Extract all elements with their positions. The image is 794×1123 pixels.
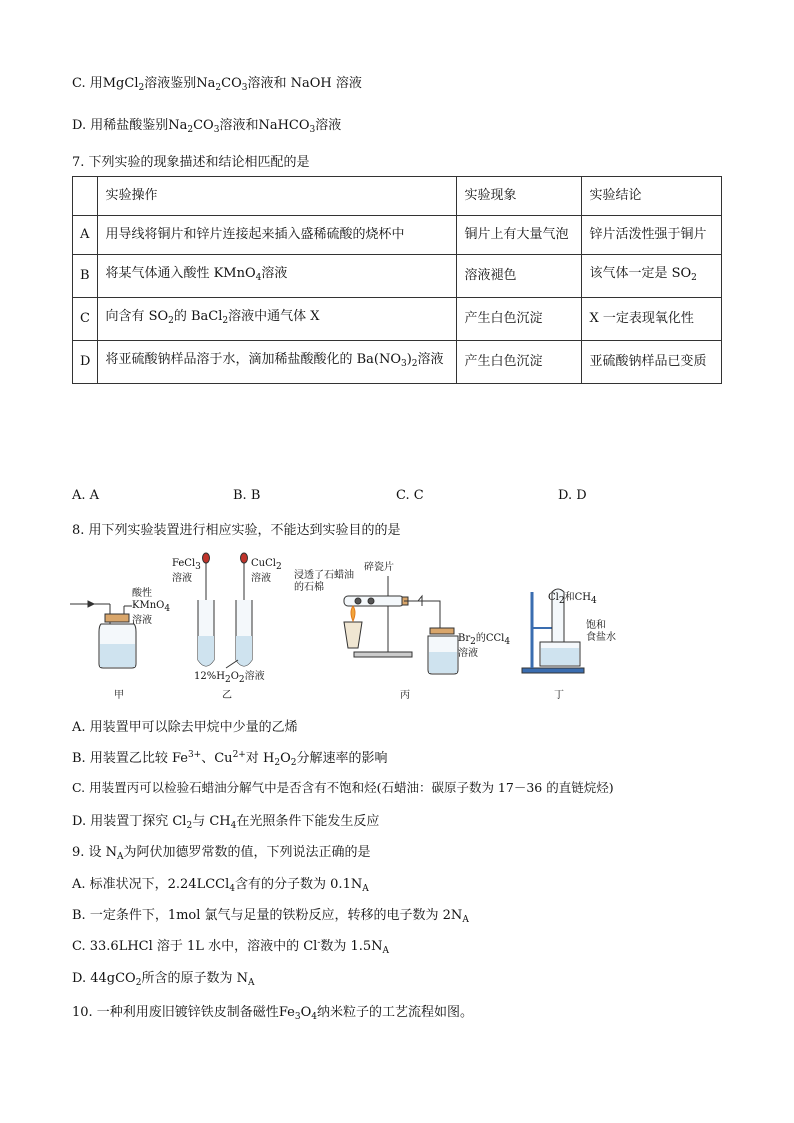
q7-option-d: D. D — [558, 488, 587, 503]
row-operation: 将某气体通入酸性 KMnO$_4$溶液 — [98, 255, 457, 298]
row-label: D — [73, 341, 98, 384]
table-header: 实验现象 — [457, 177, 582, 216]
jia-label: 甲 — [114, 690, 124, 701]
q8-option-d: D. 用装置丁探究 $Cl_2$与 $CH_4$在光照条件下能发生反应 — [72, 814, 380, 831]
q8-option-c: C. 用装置丙可以检验石蜡油分解气中是否含有不饱和烃(石蜡油：碳原子数为 17－36 的直链烷烃) — [72, 780, 614, 795]
cizi-label: 碎瓷片 — [364, 562, 394, 573]
apparatus-bing — [344, 576, 458, 674]
q9-option-c: C. 33.6LHCl 溶于 1L 水中，溶液中的 Cl-数为 $1.5N_A$ — [72, 938, 390, 956]
row-operation: 用导线将铜片和锌片连接起来插入盛稀硫酸的烧杯中 — [98, 216, 457, 255]
q9-option-b: B. 一定条件下，1mol 氯气与足量的铁粉反应，转移的电子数为 $2N_A$ — [72, 908, 469, 925]
q7-option-c: C. C — [396, 488, 424, 503]
q9-option-d: D. 44gCO$_2$所含的原子数为 $N_A$ — [72, 971, 255, 988]
q9-stem: 9. 设 $N_A$为阿伏加德罗常数的值，下列说法正确的是 — [72, 845, 371, 862]
q8-option-a: A. 用装置甲可以除去甲烷中少量的乙烯 — [72, 720, 298, 735]
q9-option-a: A. 标准状况下，2.24LCCl$_4$含有的分子数为 $0.1N_A$ — [72, 877, 369, 894]
apparatus-figure — [66, 548, 666, 701]
apparatus-jia — [70, 601, 136, 668]
row-label: C — [73, 298, 98, 341]
q6-option-d: D. 用稀盐酸鉴别$Na_2CO_3$溶液和NaHCO$_3$溶液 — [72, 118, 342, 135]
table-row — [73, 341, 722, 384]
row-conclusion: 亚硫酸钠样品已变质 — [582, 341, 722, 384]
table-header-row — [73, 177, 722, 216]
br2-label: $Br_2$的CCl$_4$ 溶液 — [458, 633, 511, 659]
row-conclusion: X 一定表现氧化性 — [582, 298, 722, 341]
row-phenomenon: 产生白色沉淀 — [457, 341, 582, 384]
fecl3-label: FeCl$_3$ 溶液 — [172, 558, 201, 584]
row-operation: 向含有 $SO_2$的 BaCl$_2$溶液中通气体 X — [98, 298, 457, 341]
row-phenomenon: 产生白色沉淀 — [457, 298, 582, 341]
table-header: 实验操作 — [98, 177, 457, 216]
salt-water-label: 饱和 食盐水 — [586, 620, 616, 643]
q6-option-c: C. 用MgCl$_2$溶液鉴别$Na_2CO_3$溶液和 NaOH 溶液 — [72, 76, 362, 93]
table-header — [73, 177, 98, 216]
cl2ch4-label: $Cl_2$和$CH_4$ — [548, 592, 597, 606]
q10-stem: 10. 一种利用废旧镀锌铁皮制备磁性$Fe_3O_4$纳米粒子的工艺流程如图。 — [72, 1005, 473, 1022]
apparatus-yi — [198, 553, 252, 668]
ding-label: 丁 — [554, 690, 564, 701]
row-conclusion: 锌片活泼性强于铜片 — [582, 216, 722, 255]
row-conclusion: 该气体一定是 $SO_2$ — [582, 255, 722, 298]
cucl2-label: CuCl$_2$ 溶液 — [251, 558, 282, 584]
bing-label: 丙 — [400, 690, 410, 701]
row-phenomenon: 铜片上有大量气泡 — [457, 216, 582, 255]
table-row — [73, 255, 722, 298]
table-header: 实验结论 — [582, 177, 722, 216]
q7-stem: 7. 下列实验的现象描述和结论相匹配的是 — [72, 155, 310, 170]
row-label: B — [73, 255, 98, 298]
q7-option-a: A. A — [72, 488, 100, 503]
row-label: A — [73, 216, 98, 255]
table-row — [73, 298, 722, 341]
q8-option-b: B. 用装置乙比较 $Fe^{3+}$、$Cu^{2+}$对 $H_2O_2$分解速率的影响 — [72, 750, 388, 768]
yi-label: 乙 — [222, 690, 232, 701]
q7-option-b: B. B — [233, 488, 261, 503]
row-operation: 将亚硫酸钠样品溶于水，滴加稀盐酸酸化的 $Ba(NO_3)_2$溶液 — [98, 341, 457, 384]
table-row — [73, 216, 722, 255]
kmno4-label: 酸性 KMnO$_4$ 溶液 — [132, 588, 171, 626]
row-phenomenon: 溶液褪色 — [457, 255, 582, 298]
experiment-table — [72, 176, 722, 384]
shimian-label: 浸透了石蜡油 的石棉 — [294, 570, 354, 593]
h2o2-label: $12\%H_2O_2$溶液 — [194, 671, 265, 685]
q8-stem: 8. 用下列实验装置进行相应实验，不能达到实验目的的是 — [72, 523, 401, 538]
